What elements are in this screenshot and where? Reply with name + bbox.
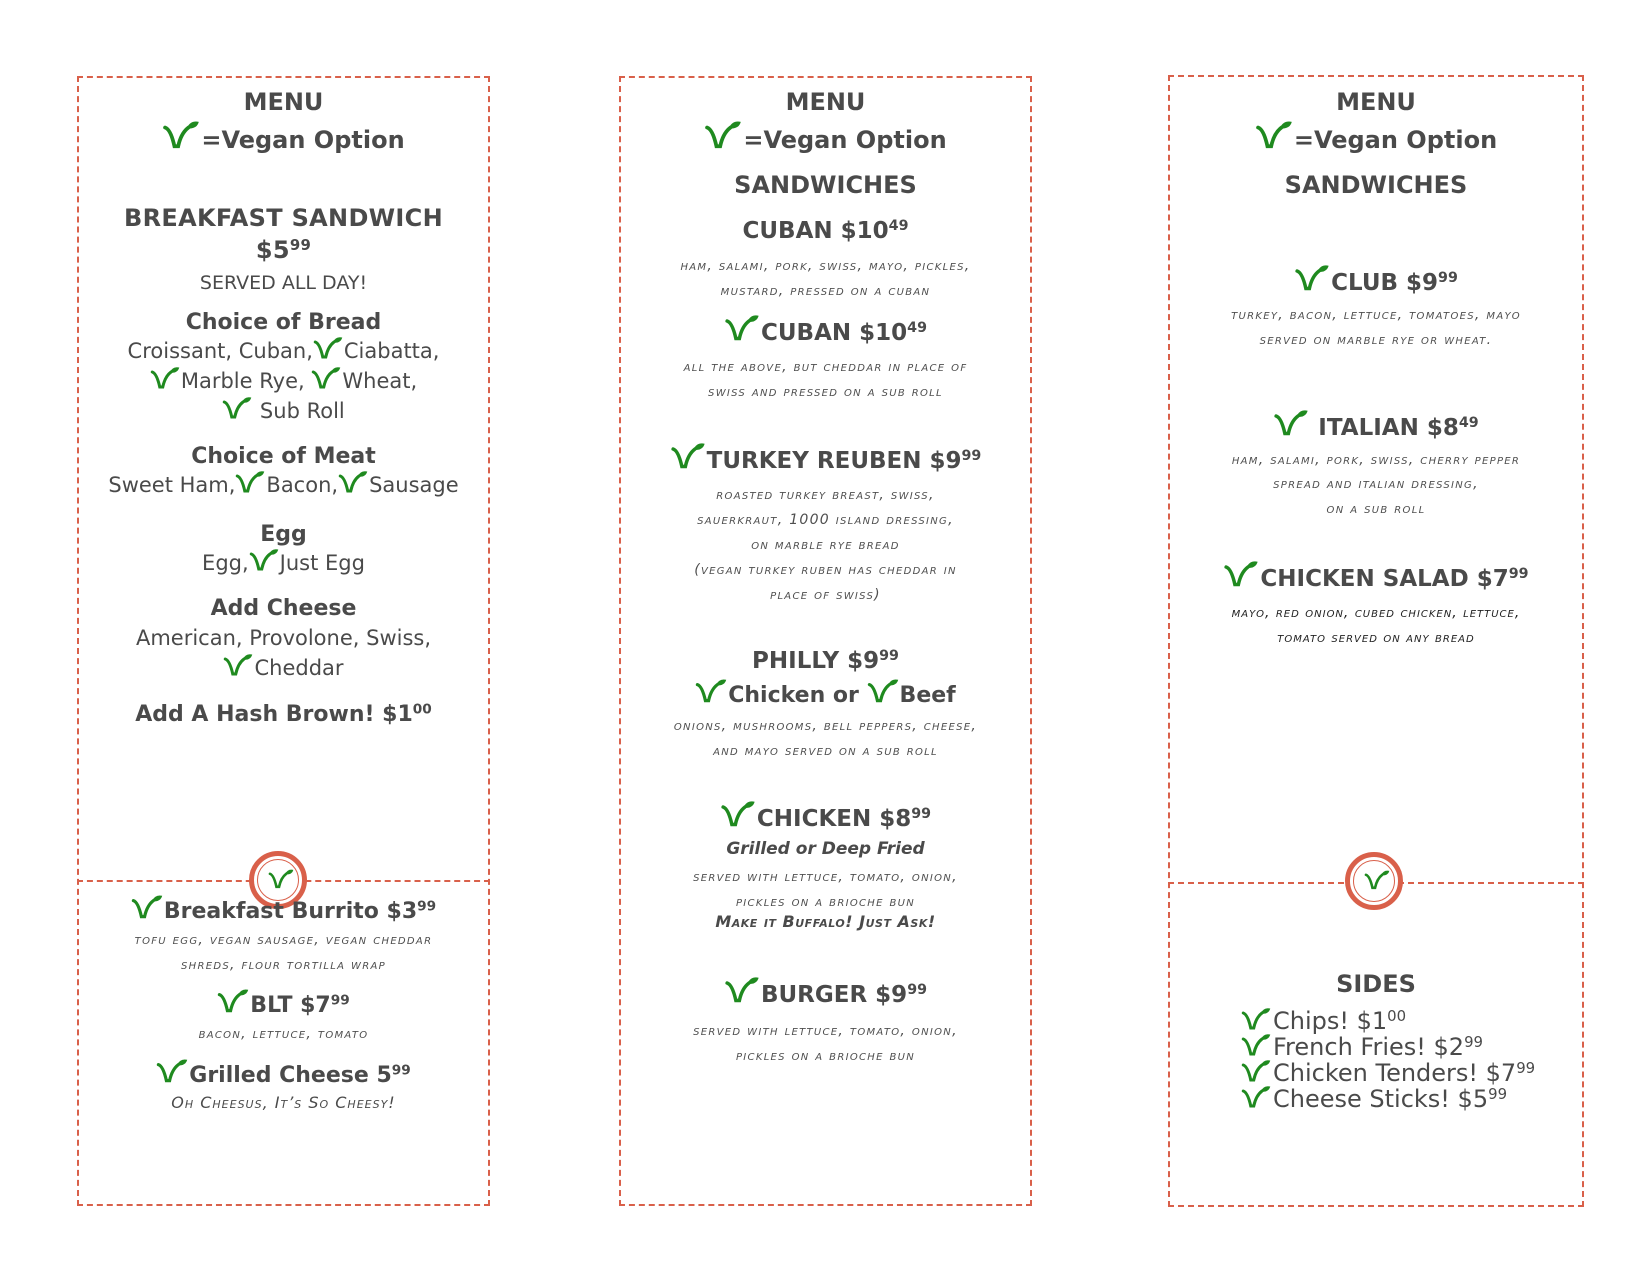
chicken-buffalo-note: Make it Buffalo! Just Ask! — [715, 912, 936, 931]
philly-desc-1: onions, mushrooms, bell peppers, cheese, — [673, 718, 978, 734]
grilled-cheese-title: Grilled Cheese $5^{99}$ — [79, 1058, 488, 1088]
cuban-desc-2: mustard, pressed on a cuban — [720, 283, 931, 299]
vegan-leaf-icon — [704, 120, 742, 150]
reuben-desc-3: on marble rye bread — [751, 537, 900, 553]
hash-brown-addon: Add A Hash Brown! $\$1^{00}$ — [135, 701, 432, 727]
turkey-reuben-title: TURKEY REUBEN $\$9^{99}$ — [621, 442, 1030, 474]
vegan-leaf-icon — [1255, 120, 1293, 150]
list-item: Chips! $\$1^{00}$ — [1240, 1007, 1535, 1033]
cheese-options-line-2: Cheddar — [79, 653, 488, 684]
vegan-leaf-icon — [313, 336, 343, 360]
sandwiches-heading: SANDWICHES — [734, 171, 917, 199]
vegan-cuban-desc-1: all the above, but cheddar in place of — [683, 359, 968, 375]
vegan-leaf-icon — [223, 653, 253, 677]
club-desc-2: served on marble rye or wheat. — [1259, 332, 1493, 348]
burger-desc-2: pickles on a brioche bun — [735, 1048, 916, 1064]
italian-title: ITALIAN $\$8^{49}$ — [1170, 409, 1582, 441]
vegan-leaf-icon — [1223, 560, 1259, 588]
menu-panel-breakfast — [77, 76, 490, 1206]
list-item: Cheese Sticks! $\$5^{99}$ — [1240, 1085, 1535, 1111]
reuben-desc-1: roasted turkey breast, swiss, — [716, 487, 935, 503]
blt-title: BLT $\$7^{99}$ — [79, 988, 488, 1018]
vegan-leaf-icon — [131, 894, 163, 920]
burger-desc-1: served with lettuce, tomato, onion, — [693, 1023, 958, 1039]
egg-options: Egg, Just Egg — [79, 548, 488, 579]
bread-options-line-2: Marble Rye, Wheat, — [79, 366, 488, 397]
sandwiches-heading: SANDWICHES — [1284, 171, 1468, 199]
reuben-desc-4: (vegan turkey ruben has cheddar in — [694, 562, 957, 578]
club-desc-1: turkey, bacon, lettuce, tomatoes, mayo — [1231, 307, 1521, 323]
menu-panel-sandwiches-2 — [1168, 75, 1584, 1207]
vegan-leaf-icon — [1240, 1007, 1272, 1031]
vegan-leaf-icon — [1240, 1033, 1272, 1057]
vegan-leaf-icon — [338, 470, 368, 494]
breakfast-sandwich-title: BREAKFAST SANDWICH — [124, 204, 443, 232]
italian-desc-1: ham, salami, pork, swiss, cherry pepper — [1231, 452, 1521, 468]
list-item: French Fries! $\$2^{99}$ — [1240, 1033, 1535, 1059]
vegan-leaf-icon — [222, 396, 252, 420]
italian-desc-3: on a sub roll — [1326, 501, 1426, 517]
vegan-legend: =Vegan Option — [621, 120, 1030, 154]
vegan-leaf-icon — [695, 678, 727, 704]
bread-heading: Choice of Bread — [185, 310, 382, 335]
vegan-leaf-icon — [724, 976, 760, 1004]
vegan-leaf-icon — [235, 470, 265, 494]
vegan-leaf-icon — [1294, 264, 1330, 292]
vegan-leaf-icon — [217, 988, 249, 1014]
chicken-style: Grilled or Deep Fried — [726, 839, 925, 859]
philly-desc-2: and mayo served on a sub roll — [713, 743, 938, 759]
chicken-salad-desc-1: mayo, red onion, cubed chicken, lettuce, — [1231, 605, 1521, 621]
vegan-leaf-icon — [311, 366, 341, 390]
meat-options: Sweet Ham, Bacon, Sausage — [79, 470, 488, 501]
breakfast-sandwich-price: $\$5^{99}$ — [255, 235, 312, 264]
chicken-salad-title: CHICKEN SALAD $\$7^{99}$ — [1170, 560, 1582, 592]
vegan-leaf-icon — [150, 366, 180, 390]
vegan-leaf-icon — [156, 1058, 188, 1084]
menu-heading: MENU — [785, 88, 866, 116]
vegan-cuban-title: CUBAN $\$10^{49}$ — [621, 314, 1030, 346]
meat-heading: Choice of Meat — [191, 444, 376, 469]
menu-heading: MENU — [1336, 88, 1416, 116]
grilled-cheese-tagline: Oh Cheesus, It’s So Cheesy! — [171, 1093, 396, 1112]
vegan-legend: =Vegan Option — [1170, 120, 1582, 154]
philly-title: PHILLY $\$9^{99}$ — [752, 648, 899, 674]
vegan-leaf-icon — [1240, 1085, 1272, 1109]
vegan-leaf-icon — [1240, 1059, 1272, 1083]
vegan-badge-icon — [1345, 852, 1403, 910]
bread-options-line-1: Croissant, Cuban, Ciabatta, — [79, 336, 488, 367]
reuben-desc-2: sauerkraut, 1000 island dressing, — [697, 512, 954, 528]
vegan-cuban-desc-2: swiss and pressed on a sub roll — [708, 384, 943, 400]
cuban-title: CUBAN $\$10^{49}$ — [742, 218, 909, 244]
burrito-desc-2: shreds, flour tortilla wrap — [181, 957, 386, 973]
menu-panel-sandwiches-1 — [619, 76, 1032, 1206]
italian-desc-2: spread and italian dressing, — [1273, 476, 1479, 492]
reuben-desc-5: place of swiss) — [770, 587, 881, 603]
list-item: Chicken Tenders! $\$7^{99}$ — [1240, 1059, 1535, 1085]
vegan-leaf-icon — [670, 442, 706, 470]
cuban-desc-1: ham, salami, pork, swiss, mayo, pickles, — [680, 258, 971, 274]
sides-heading: SIDES — [1336, 970, 1416, 998]
blt-desc: bacon, lettuce, tomato — [198, 1026, 369, 1042]
cheese-options-line-1: American, Provolone, Swiss, — [135, 626, 432, 650]
vegan-leaf-icon — [162, 120, 200, 150]
vegan-legend: =Vegan Option — [79, 120, 488, 154]
sides-list — [1240, 1007, 1535, 1111]
chicken-desc-2: pickles on a brioche bun — [735, 894, 916, 910]
cheese-heading: Add Cheese — [210, 596, 357, 621]
club-title: CLUB $\$9^{99}$ — [1170, 264, 1582, 296]
vegan-leaf-icon — [724, 314, 760, 342]
burrito-desc-1: tofu egg, vegan sausage, vegan cheddar — [134, 932, 433, 948]
breakfast-burrito-title: Breakfast Burrito $\$3^{99}$ — [79, 894, 488, 924]
menu-heading: MENU — [243, 88, 324, 116]
chicken-title: CHICKEN $\$8^{99}$ — [621, 800, 1030, 832]
vegan-leaf-icon — [249, 548, 279, 572]
served-all-day: SERVED ALL DAY! — [199, 272, 368, 294]
bread-options-line-3: Sub Roll — [79, 396, 488, 427]
chicken-salad-desc-2: tomato served on any bread — [1277, 630, 1475, 646]
vegan-leaf-icon — [1273, 409, 1309, 437]
burger-title: BURGER $\$9^{99}$ — [621, 976, 1030, 1008]
chicken-desc-1: served with lettuce, tomato, onion, — [693, 869, 958, 885]
philly-options: Chicken or Beef — [621, 678, 1030, 708]
vegan-leaf-icon — [720, 800, 756, 828]
egg-heading: Egg — [260, 522, 307, 547]
vegan-leaf-icon — [867, 678, 899, 704]
